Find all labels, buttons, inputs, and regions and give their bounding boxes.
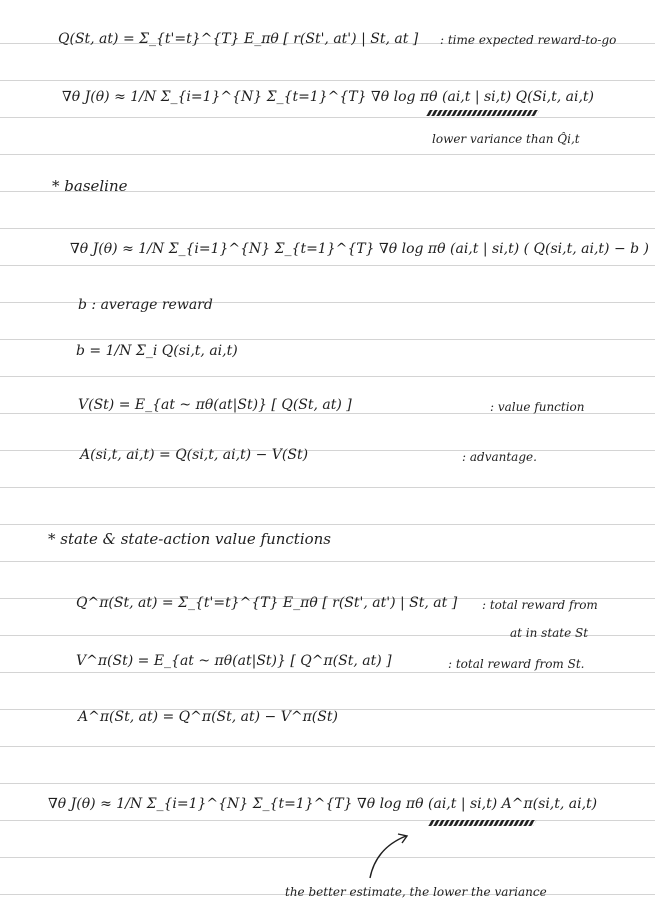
baseline-b-formula: b = 1/N Σ_i Q(si,t, ai,t): [76, 343, 238, 359]
advantage-formula: A(si,t, ai,t) = Q(si,t, ai,t) − V(St): [80, 447, 309, 463]
v-pi-formula: V^π(St) = E_{at ~ πθ(at|St)} [ Q^π(St, at) ]: [76, 653, 392, 669]
advantage-underline-squiggle: [428, 820, 536, 826]
baseline-b-definition: b : average reward: [78, 297, 213, 313]
policy-gradient-q-formula: ∇θ J(θ) ≈ 1/N Σ_{i=1}^{N} Σ_{t=1}^{T} ∇θ log πθ (ai,t | si,t) Q(Si,t, ai,t): [62, 89, 594, 105]
v-pi-comment: : total reward from St.: [448, 657, 585, 671]
value-functions-heading: * state & state-action value functions: [48, 530, 332, 548]
q-pi-comment: : total reward from: [482, 598, 598, 612]
baseline-heading: * baseline: [52, 177, 128, 195]
value-function-formula: V(St) = E_{at ~ πθ(at|St)} [ Q(St, at) ]: [78, 397, 352, 413]
q-reward-to-go-formula: Q(St, at) = Σ_{t'=t}^{T} E_πθ [ r(St', at') | St, at ]: [58, 31, 419, 47]
q-underline-squiggle: [426, 110, 539, 116]
value-function-comment: : value function: [490, 400, 585, 414]
advantage-comment: : advantage.: [462, 450, 537, 464]
q-pi-formula: Q^π(St, at) = Σ_{t'=t}^{T} E_πθ [ r(St', at') | St, at ]: [76, 595, 458, 611]
q-reward-to-go-comment: : time expected reward-to-go: [440, 33, 617, 47]
estimate-variance-comment: the better estimate, the lower the variance: [285, 885, 547, 899]
pointer-arrow-icon: [362, 830, 422, 890]
baseline-gradient-formula: ∇θ J(θ) ≈ 1/N Σ_{i=1}^{N} Σ_{t=1}^{T} ∇θ log πθ (ai,t | si,t) ( Q(si,t, ai,t) − b ): [70, 241, 649, 257]
a-pi-formula: A^π(St, at) = Q^π(St, at) − V^π(St): [78, 709, 338, 725]
q-pi-comment-continued: at in state St: [510, 626, 589, 640]
lower-variance-comment: lower variance than Q̂i,t: [432, 132, 580, 146]
advantage-gradient-formula: ∇θ J(θ) ≈ 1/N Σ_{i=1}^{N} Σ_{t=1}^{T} ∇θ log πθ (ai,t | si,t) A^π(si,t, ai,t): [48, 796, 598, 812]
